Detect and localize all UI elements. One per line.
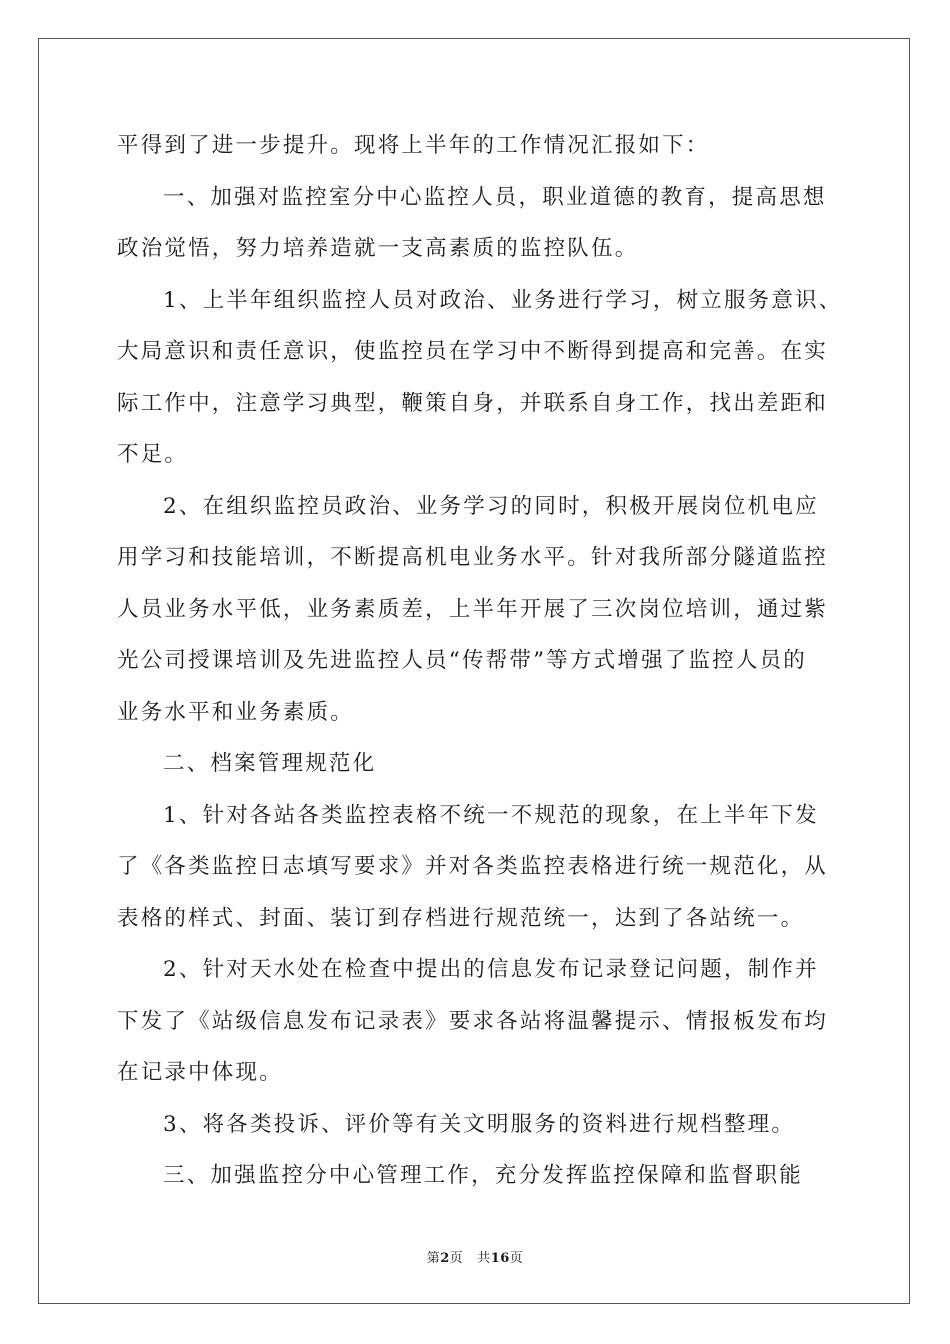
paragraph-line: 1、上半年组织监控人员对政治、业务进行学习，树立服务意识、 <box>163 287 843 313</box>
paragraph-line: 在记录中体现。 <box>117 1060 283 1085</box>
total-prefix: 共 <box>477 1251 491 1266</box>
paragraph-line: 光公司授课培训及先进监控人员“传帮带”等方式增强了监控人员的 <box>117 648 807 673</box>
paragraph-line: 业务水平和业务素质。 <box>117 699 355 725</box>
section-heading: 二、档案管理规范化 <box>163 751 377 776</box>
page-number: 2 <box>440 1251 450 1266</box>
paragraph-line: 际工作中，注意学习典型，鞭策自身，并联系自身工作，找出差距和 <box>117 390 829 416</box>
paragraph-line: 3、将各类投诉、评价等有关文明服务的资料进行规档整理。 <box>163 1111 796 1137</box>
paragraph-line: 2、在组织监控员政治、业务学习的同时，积极开展岗位机电应 <box>163 493 819 519</box>
paragraph-line: 不足。 <box>117 442 189 467</box>
paragraph-line: 2、针对天水处在检查中提出的信息发布记录登记问题，制作并 <box>163 957 819 982</box>
page-prefix: 第 <box>426 1251 441 1266</box>
paragraph-line: 政治觉悟，努力培养造就一支高素质的监控队伍。 <box>117 236 639 261</box>
paragraph-line: 表格的样式、封面、装订到存档进行规范统一，达到了各站统一。 <box>117 905 805 931</box>
section-heading: 一、加强对监控室分中心监控人员，职业道德的教育，提高思想 <box>163 184 827 210</box>
paragraph-line: 下发了《站级信息发布记录表》要求各站将温馨提示、情报板发布均 <box>117 1008 829 1034</box>
paragraph-line: 用学习和技能培训，不断提高机电业务水平。针对我所部分隧道监控 <box>117 545 829 570</box>
total-pages: 16 <box>490 1251 510 1266</box>
page-footer <box>0 1247 950 1266</box>
document-body <box>117 124 857 1206</box>
total-suffix: 页 <box>509 1251 524 1266</box>
paragraph-line: 了《各类监控日志填写要求》并对各类监控表格进行统一规范化，从 <box>117 854 829 879</box>
section-heading: 三、加强监控分中心管理工作，充分发挥监控保障和监督职能 <box>163 1163 803 1188</box>
paragraph-line: 平得到了进一步提升。现将上半年的工作情况汇报如下： <box>117 133 710 158</box>
page-suffix: 页 <box>449 1251 464 1266</box>
paragraph-line: 1、针对各站各类监控表格不统一不规范的现象，在上半年下发 <box>163 802 819 828</box>
paragraph-line: 大局意识和责任意识，使监控员在学习中不断得到提高和完善。在实 <box>117 339 829 364</box>
paragraph-line: 人员业务水平低，业务素质差，上半年开展了三次岗位培训，通过紫 <box>117 596 829 622</box>
